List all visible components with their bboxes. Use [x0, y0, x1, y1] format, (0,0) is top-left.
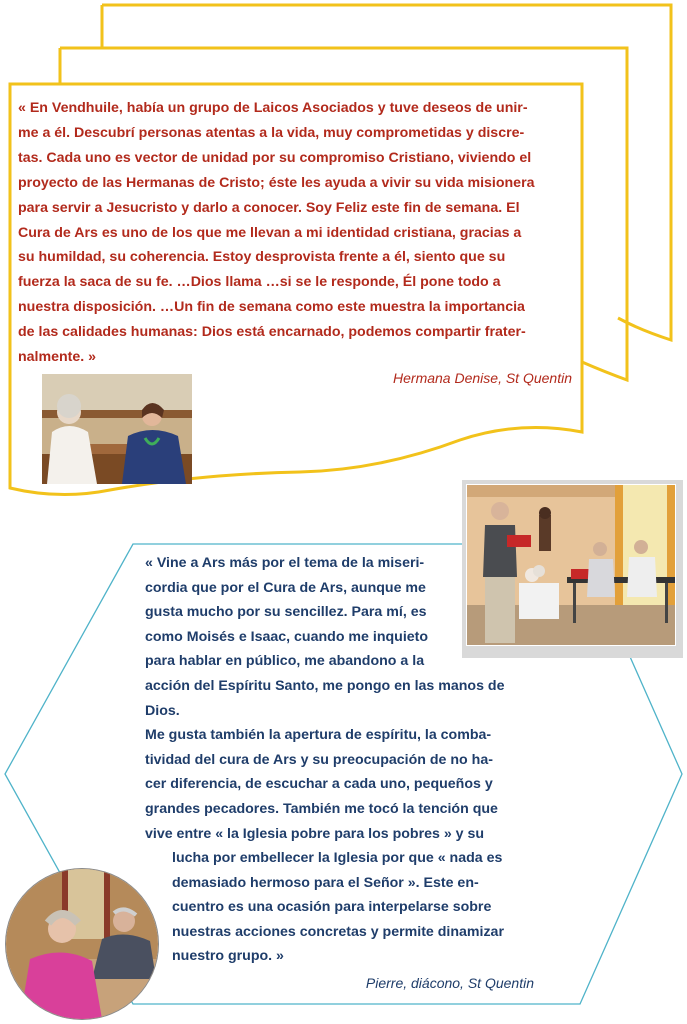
- text-line: fuerza la saca de su fe. …Dios llama …si se le responde, Él pone todo a: [18, 274, 501, 291]
- text-line: me a él. Descubrí personas atentas a la vida, muy comprometidas y discre-: [18, 124, 525, 141]
- text-line: « En Vendhuile, había un grupo de Laicos Asociados y tuve deseos de unir-: [18, 100, 528, 116]
- text-line: tas. Cada uno es vector de unidad por su compromiso Cristiano, viviendo el: [18, 149, 532, 166]
- text-line: para hablar en público, me abandono a la: [145, 653, 425, 670]
- text-line: lucha por embellecer la Iglesia por que « nada es: [172, 850, 503, 866]
- photo-two-women: [42, 374, 192, 484]
- text-line: gusta mucho por su sencillez. Para mí, es: [145, 604, 427, 621]
- text-line: acción del Espíritu Santo, me pongo en las manos de: [145, 677, 505, 694]
- text-line: como Moisés e Isaac, cuando me inquieto: [145, 628, 429, 645]
- text-line: nuestro grupo. »: [172, 948, 284, 965]
- testimony-1-author: Hermana Denise, St Quentin: [393, 370, 572, 386]
- text-line: cer diferencia, de escuchar a cada uno, pequeños y: [145, 776, 493, 793]
- text-line: Dios.: [145, 702, 180, 719]
- text-line: nalmente. »: [18, 349, 97, 366]
- text-line: grandes pecadores. También me tocó la tención que: [145, 800, 498, 817]
- testimony-2-block-a: [145, 551, 535, 846]
- text-line: demasiado hermoso para el Señor ». Este en-: [172, 874, 479, 891]
- text-line: tividad del cura de Ars y su preocupación de no ha-: [145, 751, 493, 768]
- text-line: para servir a Jesucristo y darlo a conocer. Soy Feliz este fin de semana. El: [18, 199, 520, 216]
- testimony-2-block-b: [172, 846, 535, 969]
- text-line: de las calidades humanas: Dios está encarnado, podemos compartir frater-: [18, 324, 526, 341]
- testimony-2-author: Pierre, diácono, St Quentin: [365, 975, 534, 991]
- text-line: proyecto de las Hermanas de Cristo; éste les ayuda a vivir su vida misionera: [18, 174, 535, 191]
- text-line: Me gusta también la apertura de espíritu, la comba-: [145, 727, 492, 744]
- text-line: « Vine a Ars más por el tema de la miseri-: [145, 555, 425, 571]
- text-line: su humildad, su coherencia. Estoy desprovista frente a él, siento que su: [18, 249, 506, 266]
- text-line: nuestra disposición. …Un fin de semana como este muestra la importancia: [18, 299, 525, 316]
- text-line: nuestras acciones concretas y permite dinamizar: [172, 923, 504, 940]
- text-line: cuentro es una ocasión para interpelarse sobre: [172, 899, 492, 916]
- text-line: cordia que por el Cura de Ars, aunque me: [145, 579, 426, 596]
- text-line: vive entre « la Iglesia pobre para los pobres » y su: [145, 825, 485, 842]
- photo-woman-and-man: [5, 868, 159, 1020]
- text-line: Cura de Ars es uno de los que me llevan a mi identidad cristiana, gracias a: [18, 224, 522, 241]
- testimony-1-text: [18, 96, 574, 370]
